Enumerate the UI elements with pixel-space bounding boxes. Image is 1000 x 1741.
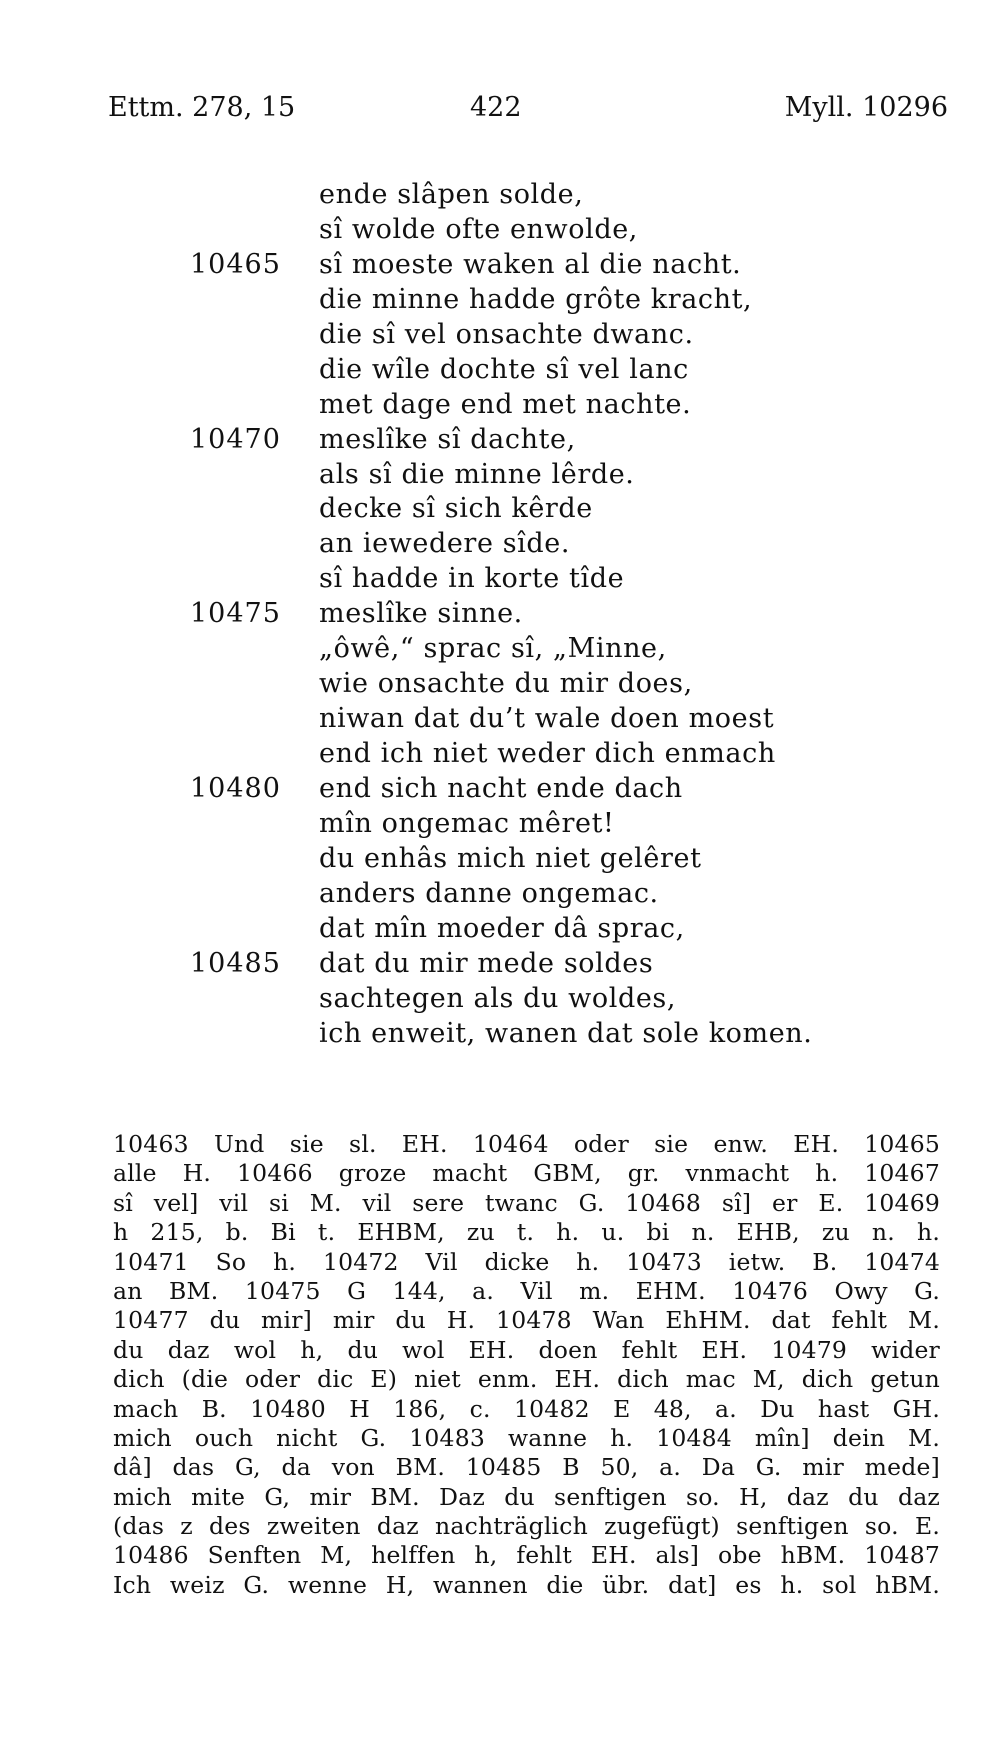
verse-text: die sî vel onsachte dwanc. [319,318,694,350]
verse-line [0,597,1000,632]
verse-text: die wîle dochte sî vel lanc [319,353,689,385]
verse-line [0,632,1000,667]
apparatus-line: 10486 Senften M, helffen h, fehlt EH. als] obe hBM. 10487 [113,1541,940,1570]
verse-line [0,1017,1000,1052]
verse-line [0,947,1000,982]
verse-line [0,423,1000,458]
verse-number: 10470 [190,423,281,455]
apparatus-line: mich ouch nicht G. 10483 wanne h. 10484 mîn] dein M. [113,1423,940,1452]
header-left-reference: Ettm. 278, 15 [108,92,296,123]
verse-line [0,737,1000,772]
header-right-reference: Myll. 10296 [784,92,948,123]
verse-text: die minne hadde grôte kracht, [319,283,753,315]
verse-line [0,178,1000,213]
verse-number: 10465 [190,248,281,280]
verse-text: sî wolde ofte enwolde, [319,213,638,245]
verse-number: 10475 [190,598,281,630]
verse-text: „ôwê,“ sprac sî, „Minne, [319,633,667,665]
verse-number: 10480 [190,772,281,804]
verse-text: meslîke sinne. [319,598,523,630]
apparatus-line: sî vel] vil si M. vil sere twanc G. 10468 sî] er E. 10469 [113,1188,940,1217]
poem-text [0,178,1000,1051]
apparatus-line: h 215, b. Bi t. EHBM, zu t. h. u. bi n. EHB, zu n. h. [113,1218,940,1247]
verse-line [0,458,1000,493]
verse-text: wie onsachte du mir does, [319,668,693,700]
apparatus-line: mich mite G, mir BM. Daz du senftigen so. H, daz du daz [113,1482,940,1511]
apparatus-line: 10477 du mir] mir du H. 10478 Wan EhHM. dat fehlt M. [113,1306,940,1335]
verse-text: niwan dat du’t wale doen moest [319,703,775,735]
verse-line [0,283,1000,318]
apparatus-line: du daz wol h, du wol EH. doen fehlt EH. 10479 wider [113,1335,940,1364]
verse-text: mîn ongemac mêret! [319,807,615,839]
verse-text: end ich niet weder dich enmach [319,738,776,769]
verse-text: du enhâs mich niet gelêret [319,842,702,874]
apparatus-line: (das z des zweiten daz nachträglich zugefügt) senftigen so. E. [113,1512,940,1541]
page-number: 422 [470,92,522,123]
verse-line [0,562,1000,597]
verse-line [0,667,1000,702]
apparatus-line: mach B. 10480 H 186, c. 10482 E 48, a. Du hast GH. [113,1394,940,1423]
verse-text: sachtegen als du woldes, [319,982,677,1014]
verse-line [0,492,1000,527]
verse-text: an iewedere sîde. [319,528,571,560]
verse-text: sî moeste waken al die nacht. [319,248,742,280]
verse-text: dat mîn moeder dâ sprac, [319,912,685,944]
verse-text: als sî die minne lêrde. [319,458,635,490]
apparatus-line: an BM. 10475 G 144, a. Vil m. EHM. 10476 Owy G. [113,1276,940,1305]
apparatus-line: dâ] das G, da von BM. 10485 B 50, a. Da G. mir mede] [113,1453,940,1482]
verse-line [0,877,1000,912]
running-header [0,92,1000,132]
verse-number: 10485 [190,947,281,979]
apparatus-line: 10463 Und sie sl. EH. 10464 oder sie enw. EH. 10465 [113,1130,940,1158]
verse-line [0,388,1000,423]
verse-line [0,807,1000,842]
verse-line [0,772,1000,807]
verse-text: end sich nacht ende dach [319,772,683,804]
apparatus-line: 10471 So h. 10472 Vil dicke h. 10473 ietw. B. 10474 [113,1247,940,1276]
apparatus-line: alle H. 10466 groze macht GBM, gr. vnmacht h. 10467 [113,1159,940,1188]
verse-text: dat du mir mede soldes [319,947,654,979]
verse-text: ich enweit, wanen dat sole komen. [319,1017,813,1049]
apparatus-line: dich (die oder dic E) niet enm. EH. dich mac M, dich getun [113,1365,940,1394]
verse-line [0,702,1000,737]
verse-line [0,912,1000,947]
verse-line [0,527,1000,562]
verse-line [0,248,1000,283]
apparatus-line: Ich weiz G. wenne H, wannen die übr. dat] es h. sol hBM. [113,1570,940,1599]
verse-text: decke sî sich kêrde [319,493,593,525]
verse-text: meslîke sî dachte, [319,423,576,455]
verse-line [0,982,1000,1017]
verse-line [0,318,1000,353]
verse-text: anders danne ongemac. [319,877,659,909]
verse-line [0,213,1000,248]
verse-text: met dage end met nachte. [319,388,692,420]
verse-text: sî hadde in korte tîde [319,563,625,595]
verse-text: ende slâpen solde, [319,179,584,210]
verse-line [0,353,1000,388]
critical-apparatus [113,1130,940,1600]
verse-line [0,842,1000,877]
